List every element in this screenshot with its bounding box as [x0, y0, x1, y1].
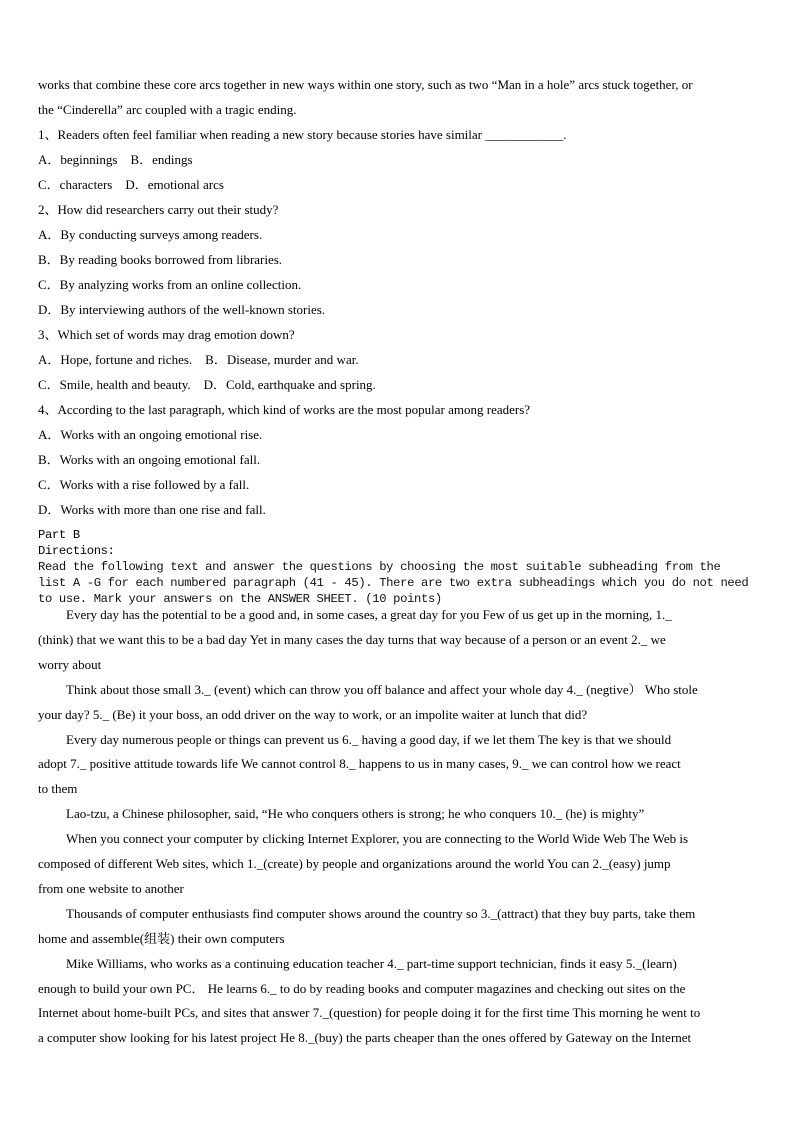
paragraph-line: worry about [38, 656, 102, 672]
part-b-title: Part B [38, 528, 80, 542]
paragraph-line: When you connect your computer by clicking Internet Explorer, you are connecting to the World Wide Web The Web is [66, 831, 689, 847]
answer-options: D．By interviewing authors of the well-known stories. [38, 302, 326, 317]
answer-options: C．Works with a rise followed by a fall. [38, 477, 250, 492]
answer-options: C．characters D．emotional arcs [38, 177, 224, 192]
answer-options: B．Works with an ongoing emotional fall. [38, 452, 261, 467]
paragraph-line: Every day numerous people or things can prevent us 6._ having a good day, if we let them The key is that we should [66, 731, 672, 747]
paragraph-line: composed of different Web sites, which 1._(create) by people and organizations around the world You can 2._(easy) jump [38, 856, 671, 871]
answer-options: A．beginnings B．endings [38, 152, 193, 167]
paragraph-line: enough to build your own PC． He learns 6._ to do by reading books and computer magazines and checking out sites on the [38, 980, 686, 996]
directions-text: list A -G for each numbered paragraph (41 - 45). There are two extra subheadings which you do not need [38, 576, 749, 590]
passage-line: works that combine these core arcs together in new ways within one story, such as two “Man in a hole” arcs stuck together, or [38, 77, 693, 92]
paragraph-line: your day? 5._ (Be) it your boss, an odd driver on the way to work, or an impolite waiter at lunch that did? [38, 706, 588, 722]
paragraph-line: Think about those small 3._ (event) which can throw you off balance and affect your whole day 4._ (negtive） Who stole [66, 681, 698, 697]
answer-options: A．By conducting surveys among readers. [38, 227, 263, 242]
paragraph-line: home and assemble(组装) their own computers [38, 930, 285, 946]
question-stem: 2、How did researchers carry out their study? [38, 202, 279, 217]
paragraph-line: Every day has the potential to be a good and, in some cases, a great day for you Few of us get up in the morning, 1._ [66, 607, 672, 622]
question-stem: 1、Readers often feel familiar when reading a new story because stories have similar ____________. [38, 127, 567, 142]
paragraph-line: Mike Williams, who works as a continuing education teacher 4._ part-time support technician, finds it easy 5._(learn) [66, 955, 677, 971]
answer-options: A．Works with an ongoing emotional rise. [38, 427, 263, 442]
paragraph-line: (think) that we want this to be a bad day Yet in many cases the day turns that way because of a person or an event 2._ we [38, 631, 666, 647]
directions-text: to use. Mark your answers on the ANSWER SHEET. (10 points) [38, 592, 442, 606]
paragraph-line: Lao-tzu, a Chinese philosopher, said, “He who conquers others is strong; he who conquers 10._ (he) is mighty” [66, 806, 645, 822]
paragraph-line: a computer show looking for his latest project He 8._(buy) the parts cheaper than the ones offered by Gateway on the Internet [38, 1030, 692, 1046]
answer-options: D．Works with more than one rise and fall. [38, 502, 266, 517]
paragraph-line: from one website to another [38, 880, 184, 896]
directions-text: Read the following text and answer the questions by choosing the most suitable subheading from the [38, 560, 721, 574]
question-stem: 3、Which set of words may drag emotion down? [38, 327, 295, 342]
paragraph-line: to them [38, 781, 78, 797]
answer-options: B．By reading books borrowed from libraries. [38, 252, 283, 267]
paragraph-line: Thousands of computer enthusiasts find computer shows around the country so 3._(attract) that they buy parts, take them [66, 905, 696, 921]
paragraph-line: adopt 7._ positive attitude towards life We cannot control 8._ happens to us in many cases, 9._ we can control how we react [38, 756, 681, 772]
question-stem: 4、According to the last paragraph, which kind of works are the most popular among readers? [38, 402, 531, 417]
answer-options: C．By analyzing works from an online collection. [38, 277, 302, 292]
answer-options: C．Smile, health and beauty. D．Cold, earthquake and spring. [38, 377, 376, 392]
directions-label: Directions: [38, 544, 115, 558]
passage-line: the “Cinderella” arc coupled with a tragic ending. [38, 102, 297, 117]
paragraph-line: Internet about home-built PCs, and sites that answer 7._(question) for people doing it for the first time This morning he went to [38, 1005, 701, 1021]
answer-options: A．Hope, fortune and riches. B．Disease, murder and war. [38, 352, 359, 367]
